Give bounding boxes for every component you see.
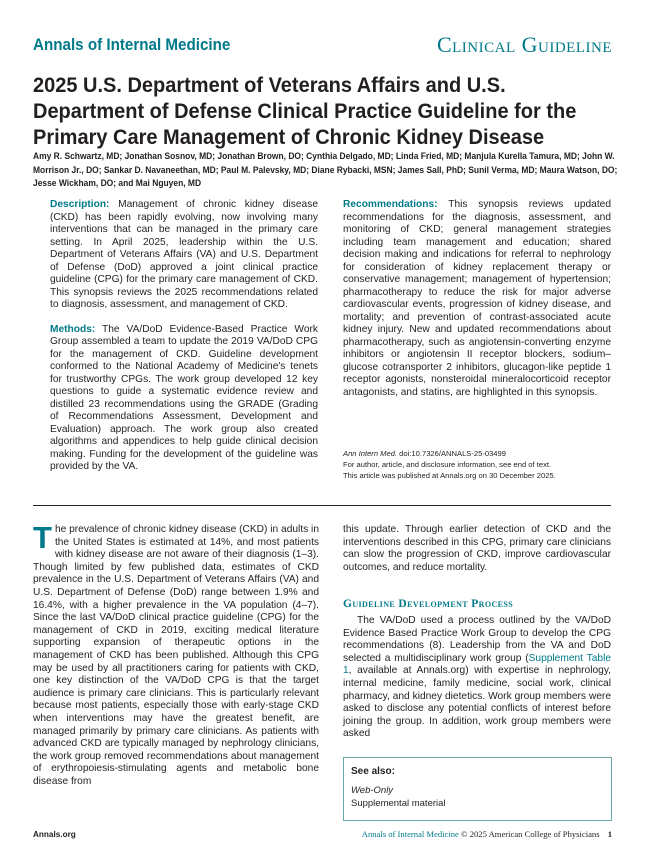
- publication-note: [343, 470, 613, 481]
- footer-copyright: © 2025 American College of Physicians: [461, 829, 600, 839]
- supplemental-material-link[interactable]: Supplemental material: [351, 798, 446, 809]
- recommendations-text: This synopsis reviews updated recommendations for the diagnosis, assessment, and monitoring of CKD; general management strategies including team management and education; shared decision making and indications for referral to nephrology for consideration of kidney replacement therapy or conservative management; management of hypertension; pharmacotherapy to reduce the risk for major adverse cardiovascular events, progression of kidney disease, and mortality; and prevention of contrast-associated acute kidney injury. New and updated recommendations about pharmacotherapy, such as angiotensin-converting enzyme inhibitors or angiotensin II receptor blockers, sodium–glucose cotransporter 2 inhibitors, glucagon-like peptide 1 receptor agonists, nonsteroidal mineralocorticoid receptor antagonists, and statins, are highlighted in this synopsis.: [343, 199, 611, 398]
- see-also-box: [343, 757, 612, 821]
- citation-block: [343, 448, 613, 481]
- body-left-column: [33, 520, 319, 788]
- supplement-table-link[interactable]: Supplement Table 1: [343, 652, 611, 677]
- section-tag: Clinical Guideline: [436, 32, 612, 57]
- guideline-process-paragraph: [343, 615, 611, 741]
- see-also-header: See also:: [351, 766, 395, 777]
- see-also-subheader: Web-Only: [351, 785, 394, 796]
- published-link[interactable]: Annals.org: [440, 471, 477, 480]
- drop-cap: T: [33, 520, 52, 555]
- methods-text: The VA/DoD Evidence-Based Practice Work Group assembled a team to update the 2019 VA/DoD CPG for the management of CKD. Guideline development conformed to the National Academy of Medicine's tenets for trustworthy CPGs. The work group developed 12 key questions to guide a systematic evidence review and distilled 23 recommendations using the GRADE (Grading of Recommendations Assessment, Development and Evaluation) approach. The work group also created algorithms and appendices to help guide clinical decision making. Funding for the development of the guideline was provided by the VA.: [50, 323, 318, 472]
- description-label: Description:: [50, 199, 110, 210]
- abstract-right-column: [343, 199, 611, 399]
- section-divider: [33, 505, 611, 506]
- intro-text: he prevalence of chronic kidney disease (CKD) in adults in the United States is estimated at 14%, and most patients with kidney disease are not aware of their diagnosis (1–3). Though limited by few published data, estimates of CKD prevalence in the U.S. Department of Veterans Affairs (VA) and U.S. Department of Defense (DoD) range between 1.9% and 16.4%, with a higher prevalence in the VA population (4–7). Since the last VA/DoD clinical practice guideline (CPG) for the management of CKD in 2019, exciting medical literature supporting expansion of therapeutic options in the management of CKD has been published. Although this CPG may be used by all practitioners caring for patients with CKD, one key distinction of the VA/DoD CPG is that the target audience is primary care clinicians. This is particularly relevant because most patients, especially those with early-stage CKD when interventions may have the greatest benefit, are managed primarily by primary care clinicians. As patients with advanced CKD are typically managed by nephrology clinicians, the work group removed recommendations about management of erythropoiesis-stimulating agents and metabolic bone disease from: [33, 524, 319, 787]
- abstract-left-column: [50, 199, 318, 486]
- methods-label: Methods:: [50, 323, 96, 335]
- intro-paragraph: [33, 520, 319, 788]
- author-info-note: For author, article, and disclosure information, see end of text.: [343, 460, 552, 469]
- journal-abbreviation: Ann Intern Med.: [343, 449, 398, 458]
- journal-name: Annals of Internal Medicine: [33, 36, 231, 54]
- footer-right: [362, 829, 612, 839]
- page-number: 1: [607, 829, 612, 839]
- published-prefix: This article was published at: [343, 471, 441, 480]
- abstract-description: [50, 199, 318, 312]
- citation-line: [343, 448, 613, 459]
- section-heading: Guideline Development Process: [343, 598, 514, 610]
- doi[interactable]: doi:10.7326/ANNALS-25-03499: [399, 449, 506, 458]
- footer-site[interactable]: Annals.org: [33, 830, 76, 839]
- abstract-methods: [50, 324, 318, 474]
- author-list: Amy R. Schwartz, MD; Jonathan Sosnov, MD; Jonathan Brown, DO; Cynthia Delgado, MD; Linda Fried, MD; Manjula Kurella Tamura, MD; John W. Morrison Jr., DO; Sankar D. Navaneethan, MD; Paul M. Palevsky, MD; Diane Rybacki, MSN; James Sall, PhD; Sunil Verma, MD; Maura Watson, DO; Jesse Wickham, DO; and Mai Nguyen, MD: [33, 151, 618, 188]
- description-text: Management of chronic kidney disease (CKD) has been rapidly evolving, now involving many interventions that can be managed in the primary care setting. In April 2025, leadership within the U.S. Department of Veterans Affairs (VA) and U.S. Department of Defense (DoD) approved a joint clinical practice guideline (CPG) for the primary care management of CKD. This synopsis reviews the 2025 recommendations related to diagnosis, assessment, and management of CKD.: [50, 199, 318, 310]
- guideline-process-text: [343, 615, 611, 741]
- abstract-recommendations: [343, 199, 611, 399]
- article-title: 2025 U.S. Department of Veterans Affairs and U.S. Department of Defense Clinical Practice Guideline for the Primary Care Management of Chronic Kidney Disease: [33, 73, 577, 149]
- published-suffix: on 30 December 2025.: [476, 471, 556, 480]
- right-intro-paragraph: this update. Through earlier detection of CKD and the interventions described in this CPG, primary care clinicians can slow the progression of CKD, improve cardiovascular outcomes, and reduce mortality.: [343, 524, 611, 573]
- recommendations-label: Recommendations:: [343, 199, 438, 210]
- process-text-a: The VA/DoD used a process outlined by the VA/DoD Evidence Based Practice Work Group to develop the CPG recommendations (8). Leadership from the VA and DoD selected a multidisciplinary work group (: [343, 615, 611, 664]
- footer-journal: Annals of Internal Medicine: [361, 829, 459, 839]
- process-text-b: , available at Annals.org) with expertise in nephrology, internal medicine, family medicine, social work, clinical pharmacy, and kidney dietetics. Work group members were asked to disclose any potential conflicts of interest before joining the group. In addition, work group members were asked: [343, 665, 611, 740]
- body-right-intro: [343, 524, 611, 574]
